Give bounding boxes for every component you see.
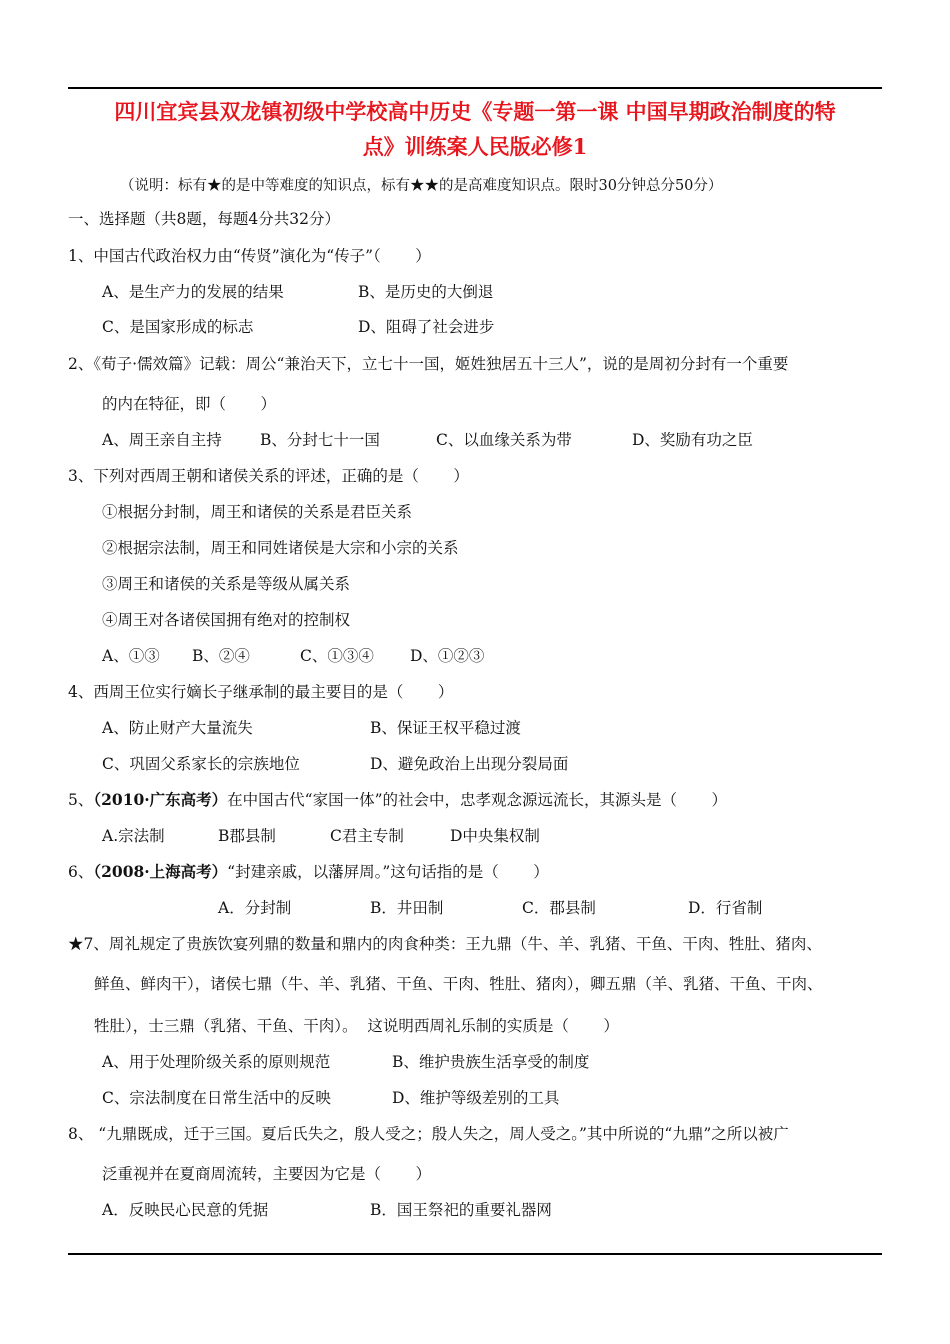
question-6-number: 6、 <box>68 863 94 881</box>
question-1-option-c: C、是国家形成的标志 <box>102 318 254 336</box>
question-7-option-b: B、维护贵族生活享受的制度 <box>392 1053 590 1071</box>
question-3-statement-2: ②根据宗法制，周王和同姓诸侯是大宗和小宗的关系 <box>102 539 459 557</box>
question-7-option-a: A、用于处理阶级关系的原则规范 <box>102 1053 331 1071</box>
question-1-stem: 1、中国古代政治权力由“传贤”演化为“传子”（ ） <box>68 247 431 265</box>
question-5-source: （2010·广东高考） <box>93 790 228 809</box>
question-2-option-a: A、周王亲自主持 <box>102 431 222 449</box>
question-7-stem-line3: 牲肚），士三鼎（乳猪、干鱼、干肉）。 这说明西周礼乐制的实质是（ ） <box>94 1017 619 1035</box>
page-title-line1: 四川宜宾县双龙镇初级中学校高中历史《专题一第一课 中国早期政治制度的特 <box>114 99 836 124</box>
question-2-option-b: B、分封七十一国 <box>260 431 380 449</box>
question-3-option-a: A、①③ <box>102 647 160 665</box>
question-5-option-b: B郡县制 <box>218 827 276 845</box>
question-3-statement-3: ③周王和诸侯的关系是等级从属关系 <box>102 575 351 593</box>
question-5-stem <box>68 790 727 810</box>
question-6-source: （2008·上海高考） <box>93 862 228 881</box>
question-6-option-b: B．井田制 <box>370 899 444 917</box>
question-2-stem-line1: 2、《荀子·儒效篇》记载：周公“兼治天下，立七十一国，姬姓独居五十三人”，说的是周初分封有一个重要 <box>68 355 789 373</box>
question-8-option-a: A．反映民心民意的凭据 <box>102 1201 269 1219</box>
question-7-stem-line1: ★7、周礼规定了贵族饮宴列鼎的数量和鼎内的肉食种类：王九鼎（牛、羊、乳猪、干鱼、干肉、牲肚、猪肉、 <box>68 935 822 953</box>
question-6-option-a: A．分封制 <box>218 899 292 917</box>
question-6-option-c: C．郡县制 <box>522 899 596 917</box>
question-3-option-c: C、①③④ <box>300 647 374 665</box>
section-heading: 一、选择题（共8题，每题4分共32分） <box>68 210 340 228</box>
question-3-option-b: B、②④ <box>192 647 250 665</box>
question-8-option-b: B．国王祭祀的重要礼器网 <box>370 1201 552 1219</box>
question-6-text: “封建亲戚，以藩屏周。”这句话指的是（ ） <box>227 863 549 881</box>
top-rule <box>68 87 882 89</box>
question-1-option-a: A、是生产力的发展的结果 <box>102 283 284 301</box>
question-3-statement-4: ④周王对各诸侯国拥有绝对的控制权 <box>102 611 351 629</box>
question-2-option-c: C、以血缘关系为带 <box>436 431 572 449</box>
question-8-stem-line2: 泛重视并在夏商周流转，主要因为它是（ ） <box>102 1165 431 1183</box>
question-2-option-d: D、奖励有功之臣 <box>632 431 753 449</box>
question-7-stem-line2: 鲜鱼、鲜肉干），诸侯七鼎（牛、羊、乳猪、干鱼、干肉、牲肚、猪肉），卿五鼎（羊、乳猪、干鱼、干肉、 <box>94 975 823 993</box>
question-3-statement-1: ①根据分封制，周王和诸侯的关系是君臣关系 <box>102 503 413 521</box>
page-title-line2: 点》训练案人民版必修1 <box>362 134 588 159</box>
instructions-note: （说明：标有★的是中等难度的知识点，标有★★的是高难度知识点。限时30分钟总分50分） <box>120 178 723 194</box>
question-4-option-d: D、避免政治上出现分裂局面 <box>370 755 569 773</box>
question-1-option-d: D、阻碍了社会进步 <box>358 318 495 336</box>
bottom-rule <box>68 1253 882 1255</box>
question-4-option-b: B、保证王权平稳过渡 <box>370 719 521 737</box>
question-3-option-d: D、①②③ <box>410 647 485 665</box>
question-5-option-d: D中央集权制 <box>450 827 540 845</box>
question-6-option-d: D．行省制 <box>688 899 763 917</box>
question-5-text: 在中国古代“家国一体”的社会中，忠孝观念源远流长，其源头是（ ） <box>227 791 728 809</box>
question-3-stem: 3、下列对西周王朝和诸侯关系的评述，正确的是（ ） <box>68 467 469 485</box>
question-5-number: 5、 <box>68 791 94 809</box>
question-4-option-a: A、防止财产大量流失 <box>102 719 253 737</box>
question-1-option-b: B、是历史的大倒退 <box>358 283 494 301</box>
question-5-option-a: A.宗法制 <box>102 827 165 845</box>
question-7-option-c: C、宗法制度在日常生活中的反映 <box>102 1089 331 1107</box>
question-6-stem <box>68 862 549 882</box>
question-8-stem-line1: 8、 “九鼎既成，迁于三国。夏后氏失之，殷人受之；殷人失之，周人受之。”其中所说的“九鼎”之所以被广 <box>68 1125 789 1143</box>
question-4-stem: 4、西周王位实行嫡长子继承制的最主要目的是（ ） <box>68 683 454 701</box>
question-5-option-c: C君主专制 <box>330 827 404 845</box>
question-7-option-d: D、维护等级差别的工具 <box>392 1089 560 1107</box>
question-2-stem-line2: 的内在特征，即（ ） <box>102 395 276 413</box>
question-4-option-c: C、巩固父系家长的宗族地位 <box>102 755 300 773</box>
